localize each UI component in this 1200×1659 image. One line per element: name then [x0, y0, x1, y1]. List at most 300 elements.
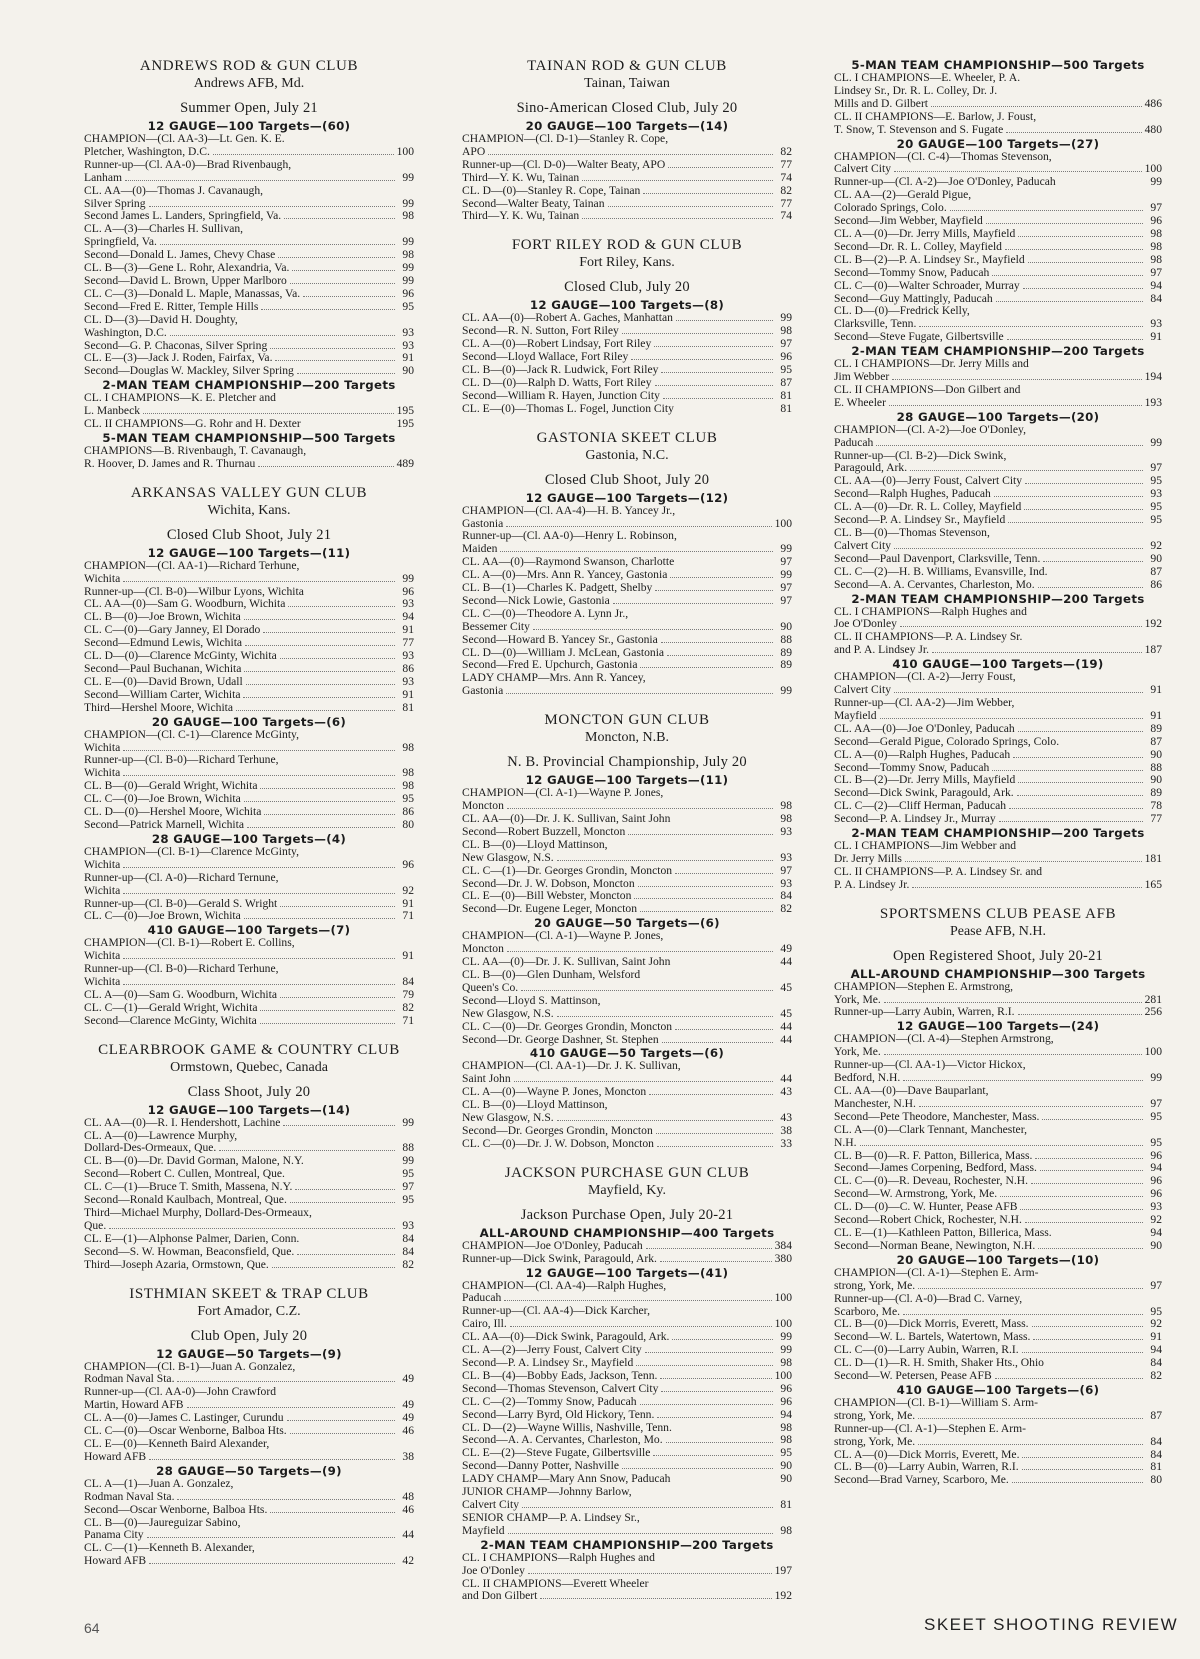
result-line — [84, 159, 414, 172]
result-line — [834, 85, 1162, 98]
result-text: CL. C—(1)—Kenneth B. Alexander, — [84, 1541, 255, 1555]
dot-leader — [500, 551, 773, 552]
result-line — [834, 371, 1162, 384]
result-text: APO — [462, 144, 486, 158]
result-line — [462, 1125, 792, 1138]
result-score: 256 — [1144, 1005, 1162, 1019]
result-score: 98 — [780, 1420, 792, 1434]
result-score: 88 — [1150, 760, 1162, 774]
result-text: Second—Edmund Lewis, Wichita — [84, 636, 243, 650]
dot-leader — [264, 814, 395, 815]
section-heading: 5-MAN TEAM CHAMPIONSHIP—500 Targets — [851, 58, 1145, 72]
club-location: Tainan, Taiwan — [584, 76, 670, 91]
result-line — [462, 595, 792, 608]
result-score: 95 — [402, 1167, 414, 1181]
result-text: CL. C—(2)—Tommy Snow, Paducah — [462, 1394, 637, 1408]
result-text: CL. C—(0)—Walter Schroader, Murray — [834, 278, 1020, 292]
result-line — [462, 172, 792, 185]
result-text: Calvert City — [834, 683, 891, 697]
dot-leader — [109, 1228, 395, 1229]
result-line — [84, 275, 414, 288]
result-line — [84, 846, 414, 859]
result-line — [462, 1357, 792, 1370]
result-line — [462, 1305, 792, 1318]
result-line — [84, 365, 414, 378]
dot-leader — [1009, 808, 1143, 809]
result-score: 82 — [780, 183, 792, 197]
result-line — [834, 1436, 1162, 1449]
dot-leader — [283, 1125, 395, 1126]
dot-leader — [236, 710, 395, 711]
result-text: Second—Douglas W. Mackley, Silver Spring — [84, 364, 294, 378]
dot-leader — [522, 1507, 773, 1508]
result-score: 90 — [1150, 773, 1162, 787]
result-text: CHAMPIONS—B. Rivenbaugh, T. Cavanaugh, — [84, 443, 307, 457]
result-text: CHAMPION—(Cl. AA-1)—Dr. J. K. Sullivan, — [462, 1059, 681, 1073]
result-text: and P. A. Lindsey Jr. — [834, 643, 930, 657]
result-text: CL. AA—(0)—Thomas J. Cavanaugh, — [84, 183, 264, 197]
result-line — [462, 1370, 792, 1383]
result-text: Second—David L. Brown, Upper Marlboro — [84, 273, 287, 287]
result-score: 97 — [402, 1180, 414, 1194]
result-text: CL. II CHAMPIONS—Everett Wheeler — [462, 1576, 649, 1590]
result-line — [834, 813, 1162, 826]
result-score: 43 — [780, 1111, 792, 1125]
dot-leader — [508, 1533, 774, 1534]
result-text: Second—Tommy Snow, Paducah — [834, 760, 990, 774]
dot-leader — [657, 1417, 773, 1418]
result-score: 99 — [780, 1330, 792, 1344]
result-score: 80 — [1150, 1473, 1162, 1487]
result-line — [834, 697, 1162, 710]
result-text: CHAMPION—(Cl. AA-4)—H. B. Yancey Jr., — [462, 503, 676, 517]
section-heading: 410 GAUGE—100 Targets—(19) — [892, 657, 1104, 672]
result-score: 49 — [402, 1372, 414, 1386]
club-name: ANDREWS ROD & GUN CLUB — [139, 58, 359, 74]
section-heading: 28 GAUGE—100 Targets—(4) — [151, 831, 347, 846]
result-text: CL. C—(1)—Dr. Georges Grondin, Moncton — [462, 863, 673, 877]
result-score: 89 — [1150, 721, 1162, 735]
result-score: 82 — [1150, 1369, 1162, 1383]
dot-leader — [123, 867, 395, 868]
result-text: Panama City — [84, 1528, 144, 1542]
result-text: Rodman Naval Sta. — [84, 1489, 175, 1503]
result-text: Second—Clarence McGinty, Wichita — [84, 1013, 257, 1027]
result-line — [84, 1015, 414, 1028]
result-text: New Glasgow, N.S. — [462, 850, 554, 864]
result-text: CL. C—(0)—Oscar Wenborne, Balboa Hts. — [84, 1424, 287, 1438]
result-text: Cairo, Ill. — [462, 1317, 507, 1331]
event-title: Class Shoot, July 20 — [187, 1083, 311, 1100]
dot-leader — [177, 1499, 395, 1500]
dot-leader — [245, 645, 395, 646]
result-line — [834, 579, 1162, 592]
result-score: 100 — [774, 516, 792, 530]
result-text: CL. D—(0)—William J. McLean, Gastonia — [462, 645, 665, 659]
result-text: Mayfield — [834, 708, 877, 722]
result-text: CL. B—(0)—Dick Morris, Everett, Mass. — [834, 1317, 1029, 1331]
dot-leader — [986, 223, 1143, 224]
dot-leader — [1013, 757, 1143, 758]
result-text: Calvert City — [462, 1497, 519, 1511]
dot-leader — [1018, 731, 1143, 732]
result-text: Third—Y. K. Wu, Tainan — [462, 209, 580, 223]
result-line — [462, 813, 792, 826]
result-text: Second—Dr. Georges Grondin, Moncton — [462, 1123, 653, 1137]
result-text: Second—James Corpening, Bedford, Mass. — [834, 1161, 1037, 1175]
dot-leader — [660, 1261, 772, 1262]
result-score: 44 — [780, 1032, 792, 1046]
dot-leader — [894, 548, 1143, 549]
result-line — [84, 1220, 414, 1233]
column-left — [84, 58, 414, 1582]
dot-leader — [950, 210, 1143, 211]
result-score: 38 — [780, 1123, 792, 1137]
result-text: CL. B—(0)—Jack R. Ludwick, Fort Riley — [462, 362, 659, 376]
result-score: 95 — [402, 299, 414, 313]
dot-leader — [244, 619, 395, 620]
result-line — [84, 1246, 414, 1259]
result-line — [84, 314, 414, 327]
result-line — [84, 172, 414, 185]
result-score: 94 — [1150, 1225, 1162, 1239]
result-text: Washington, D.C. — [84, 325, 167, 339]
result-score: 99 — [780, 684, 792, 698]
result-line — [462, 852, 792, 865]
dot-leader — [646, 1248, 772, 1249]
result-text: CL. I CHAMPIONS—Jim Webber and — [834, 839, 1017, 853]
result-line — [84, 963, 414, 976]
result-line — [834, 1410, 1162, 1423]
dot-leader — [663, 398, 773, 399]
result-text: CL. E—(0)—David Brown, Udall — [84, 674, 243, 688]
dot-leader — [931, 106, 1142, 107]
result-score: 99 — [402, 170, 414, 184]
result-score: 91 — [1150, 1330, 1162, 1344]
result-line — [462, 608, 792, 621]
result-score: 88 — [780, 632, 792, 646]
result-text: CHAMPION—(Cl. B-1)—Clarence McGinty, — [84, 844, 299, 858]
result-score: 98 — [1150, 226, 1162, 240]
section-heading: 20 GAUGE—100 Targets—(14) — [525, 119, 729, 133]
dot-leader — [1032, 1326, 1144, 1327]
result-text: CL. AA—(2)—Gerald Pigue, — [834, 188, 972, 202]
result-text: LADY CHAMP—Mrs. Ann R. Yancey, — [462, 671, 646, 685]
club-results-block — [462, 430, 792, 699]
result-text: CHAMPION—(Cl. AA-4)—Ralph Hughes, — [462, 1278, 667, 1292]
dot-leader — [628, 834, 773, 835]
result-text: Wichita — [84, 975, 121, 989]
result-score: 87 — [1150, 564, 1162, 578]
dot-leader — [1012, 1482, 1143, 1483]
result-score: 197 — [774, 1563, 792, 1577]
result-score: 100 — [774, 1317, 792, 1331]
result-score: 86 — [1150, 577, 1162, 591]
dot-leader — [1022, 1469, 1143, 1470]
dot-leader — [1022, 1352, 1143, 1353]
result-score: 81 — [780, 1497, 792, 1511]
club-name: ISTHMIAN SKEET & TRAP CLUB — [129, 1285, 369, 1302]
section-heading: 410 GAUGE—50 Targets—(6) — [529, 1046, 725, 1061]
result-text: Gastonia — [462, 684, 504, 698]
result-line — [462, 839, 792, 852]
result-text: strong, York, Me. — [834, 1278, 916, 1292]
result-text: Third—Joseph Azaria, Ormstown, Que. — [84, 1257, 269, 1271]
result-text: Second—Steve Fugate, Gilbertsville — [834, 330, 1004, 344]
result-line — [84, 418, 414, 431]
dot-leader — [521, 990, 773, 991]
result-score: 97 — [1150, 461, 1162, 475]
result-text: strong, York, Me. — [834, 1408, 916, 1422]
dot-leader — [654, 346, 773, 347]
dot-leader — [631, 359, 773, 360]
result-text: CL. B—(0)—Thomas Stevenson, — [834, 526, 990, 539]
result-line — [462, 1021, 792, 1034]
result-score: 96 — [780, 1381, 792, 1395]
result-score: 45 — [780, 1006, 792, 1020]
result-line — [462, 930, 792, 943]
club-results-block — [462, 1165, 792, 1604]
club-location: Fort Riley, Kans. — [579, 255, 675, 271]
result-line — [84, 885, 414, 898]
result-line — [834, 111, 1162, 124]
result-text: CL. D—(0)—Stanley R. Cope, Tainan — [462, 183, 641, 197]
result-text: SENIOR CHAMP—P. A. Lindsey Sr., — [462, 1510, 640, 1524]
result-score: 44 — [780, 1072, 792, 1086]
result-score: 82 — [780, 144, 792, 158]
dot-leader — [666, 1442, 773, 1443]
dot-leader — [540, 1598, 771, 1599]
dot-leader — [557, 860, 773, 861]
result-text: CL. C—(0)—Joe Brown, Wichita — [84, 792, 241, 806]
result-score: 96 — [780, 1394, 792, 1408]
result-line — [834, 384, 1162, 397]
result-score: 98 — [780, 324, 792, 338]
result-text: CL. AA—(0)—Robert A. Gaches, Manhattan — [462, 311, 673, 325]
result-score: 96 — [1150, 1174, 1162, 1188]
dot-leader — [640, 667, 773, 668]
result-text: CL. A—(0)—Clark Tennant, Manchester, — [834, 1122, 1027, 1136]
result-text: Silver Spring — [84, 196, 146, 210]
club-name: SPORTSMENS CLUB PEASE AFB — [879, 905, 1117, 922]
result-text: CHAMPION—(Cl. AA-3)—Lt. Gen. K. E. — [84, 132, 285, 145]
result-score: 89 — [780, 645, 792, 659]
result-text: CL. A—(0)—Dr. Jerry Mills, Mayfield — [834, 226, 1016, 240]
dot-leader — [894, 692, 1143, 693]
result-text: Second—Fred E. Ritter, Temple Hills — [84, 299, 259, 313]
result-line — [462, 621, 792, 634]
result-text: Second—W. Petersen, Pease AFB — [834, 1369, 992, 1383]
dot-leader — [992, 770, 1143, 771]
result-text: Runner-up—(Cl. A-2)—Joe O'Donley, Paducah — [834, 175, 1056, 189]
club-location: Gastonia, N.C. — [585, 447, 669, 463]
dot-leader — [1018, 236, 1143, 237]
result-text: New Glasgow, N.S. — [462, 1111, 554, 1125]
result-text: York, Me. — [834, 992, 881, 1006]
event-title: Closed Club Shoot, July 20 — [544, 471, 710, 488]
result-score: 92 — [1150, 1317, 1162, 1331]
result-score: 93 — [402, 338, 414, 352]
result-text: Springfield, Va. — [84, 235, 157, 249]
result-score: 96 — [1150, 214, 1162, 228]
result-text: P. A. Lindsey Jr. — [834, 877, 910, 891]
result-line — [462, 377, 792, 390]
result-text: Howard AFB — [84, 1554, 147, 1568]
result-text: Second—G. P. Chaconas, Silver Spring — [84, 338, 268, 352]
result-text: CL. C—(1)—Bruce T. Smith, Massena, N.Y. — [84, 1180, 293, 1194]
dot-leader — [1023, 288, 1143, 289]
result-line — [834, 749, 1162, 762]
dot-leader — [675, 1029, 773, 1030]
dot-leader — [918, 1288, 1143, 1289]
dot-leader — [177, 1381, 395, 1382]
result-text: CL. B—(0)—Lloyd Mattinson, — [462, 837, 608, 851]
result-text: Calvert City — [834, 162, 891, 176]
result-text: CHAMPION—(Cl. A-4)—Stephen Armstrong, — [834, 1032, 1054, 1046]
club-location: Ormstown, Quebec, Canada — [170, 1059, 328, 1075]
result-score: 99 — [402, 235, 414, 249]
result-line — [462, 159, 792, 172]
result-score: 97 — [780, 863, 792, 877]
result-text: CHAMPION—(Cl. D-1)—Stanley R. Cope, — [462, 132, 669, 145]
result-text: Second—Tommy Snow, Paducah — [834, 265, 990, 279]
event-title: Open Registered Shoot, July 20-21 — [893, 947, 1103, 964]
result-score: 195 — [396, 417, 414, 431]
dot-leader — [1028, 262, 1143, 263]
result-text: Second—Dr. Eugene Leger, Moncton — [462, 902, 638, 916]
result-score: 99 — [1150, 175, 1162, 189]
dot-leader — [280, 658, 395, 659]
result-text: CL. AA—(0)—R. I. Hendershott, Lachine — [84, 1115, 281, 1129]
result-line — [834, 1137, 1162, 1150]
club-location: Moncton, N.B. — [585, 730, 669, 746]
result-score: 91 — [402, 896, 414, 910]
result-text: CL. AA—(0)—Jerry Foust, Calvert City — [834, 474, 1023, 488]
result-line — [834, 397, 1162, 410]
dot-leader — [675, 873, 773, 874]
result-line — [834, 1006, 1162, 1019]
result-text: CL. B—(0)—Joe Brown, Wichita — [84, 610, 241, 624]
result-line — [834, 98, 1162, 111]
dot-leader — [1042, 1119, 1143, 1120]
result-text: Mayfield — [462, 1523, 505, 1537]
result-line — [834, 72, 1162, 85]
result-text: Second—Howard B. Yancey Sr., Gastonia — [462, 632, 658, 646]
dot-leader — [219, 1150, 395, 1151]
result-text: Second James L. Landers, Springfield, Va. — [84, 209, 282, 223]
result-score: 81 — [402, 700, 414, 714]
result-score: 98 — [402, 209, 414, 223]
result-score: 93 — [780, 824, 792, 838]
result-score: 93 — [402, 649, 414, 663]
result-text: Saint John — [462, 1072, 511, 1086]
result-text: Calvert City — [834, 538, 891, 552]
dot-leader — [657, 1146, 773, 1147]
dot-leader — [661, 372, 773, 373]
result-line — [462, 1253, 792, 1266]
dot-leader — [244, 801, 395, 802]
result-line — [834, 280, 1162, 293]
dot-leader — [123, 581, 395, 582]
result-text: CL. B—(4)—Bobby Eads, Jackson, Tenn. — [462, 1368, 658, 1382]
result-text: CL. AA—(0)—Joe O'Donley, Paducah — [834, 721, 1015, 735]
result-score: 98 — [402, 766, 414, 780]
dot-leader — [1008, 522, 1143, 523]
result-score: 99 — [1150, 1071, 1162, 1085]
dot-leader — [258, 466, 393, 467]
result-text: CL. AA—(0)—Sam G. Woodburn, Wichita — [84, 597, 286, 611]
dot-leader — [655, 590, 773, 591]
club-name: MONCTON GUN CLUB — [544, 712, 710, 729]
result-text: Second—Guy Mattingly, Paducah — [834, 291, 993, 305]
result-text: Second—Dr. J. W. Dobson, Moncton — [462, 876, 635, 890]
club-name: ARKANSAS VALLEY GUN CLUB — [130, 484, 368, 501]
result-text: CL. A—(0)—Mrs. Ann R. Yancey, Gastonia — [462, 568, 668, 582]
dot-leader — [660, 1378, 771, 1379]
result-text: Scarboro, Me. — [834, 1304, 901, 1318]
dot-leader — [653, 1455, 773, 1456]
dot-leader — [170, 335, 395, 336]
result-line — [462, 826, 792, 839]
result-score: 90 — [402, 364, 414, 378]
result-text: Second—Paul Buchanan, Wichita — [84, 662, 242, 675]
result-line — [84, 910, 414, 923]
dot-leader — [661, 1391, 773, 1392]
club-results-block — [834, 59, 1162, 892]
result-line — [834, 710, 1162, 723]
dot-leader — [918, 1444, 1143, 1445]
result-line — [462, 634, 792, 647]
result-score: 84 — [1150, 291, 1162, 305]
result-line — [84, 1117, 414, 1130]
result-text: Wichita — [84, 857, 121, 871]
result-text: Second—A. A. Cervantes, Charleston, Mo. — [834, 577, 1035, 591]
result-score: 99 — [402, 1154, 414, 1168]
result-line — [462, 1060, 792, 1073]
result-score: 87 — [1150, 734, 1162, 748]
result-line — [84, 1002, 414, 1015]
result-score: 95 — [402, 1193, 414, 1207]
result-line — [462, 865, 792, 878]
dot-leader — [622, 1468, 773, 1469]
result-score: 84 — [1150, 1447, 1162, 1461]
result-text: CL. D—(2)—Wayne Willis, Nashville, Tenn. — [462, 1420, 672, 1434]
dot-leader — [910, 470, 1143, 471]
event-title: Closed Club Shoot, July 21 — [166, 526, 332, 543]
result-score: 193 — [1144, 395, 1162, 409]
result-score: 380 — [774, 1251, 792, 1265]
dot-leader — [1024, 509, 1143, 510]
dot-leader — [884, 1054, 1142, 1055]
result-line — [462, 1552, 792, 1565]
result-line — [462, 787, 792, 800]
result-text: Paragould, Ark. — [834, 461, 908, 475]
result-text: Clarksville, Tenn. — [834, 317, 917, 331]
section-heading: 12 GAUGE—100 Targets—(8) — [529, 298, 725, 313]
result-score: 44 — [780, 1019, 792, 1033]
result-text: Second—Robert Chick, Rochester, N.H. — [834, 1213, 1022, 1227]
result-score: 486 — [1144, 96, 1162, 110]
dot-leader — [143, 413, 394, 414]
result-score: 93 — [1150, 487, 1162, 501]
result-text: CL. AA—(0)—Dr. J. K. Sullivan, Saint John — [462, 955, 671, 969]
club-name: FORT RILEY ROD & GUN CLUB — [511, 237, 743, 254]
result-score: 192 — [774, 1589, 792, 1603]
result-score: 77 — [780, 157, 792, 171]
dot-leader — [667, 655, 773, 656]
result-score: 91 — [402, 687, 414, 701]
dot-leader — [275, 360, 395, 361]
